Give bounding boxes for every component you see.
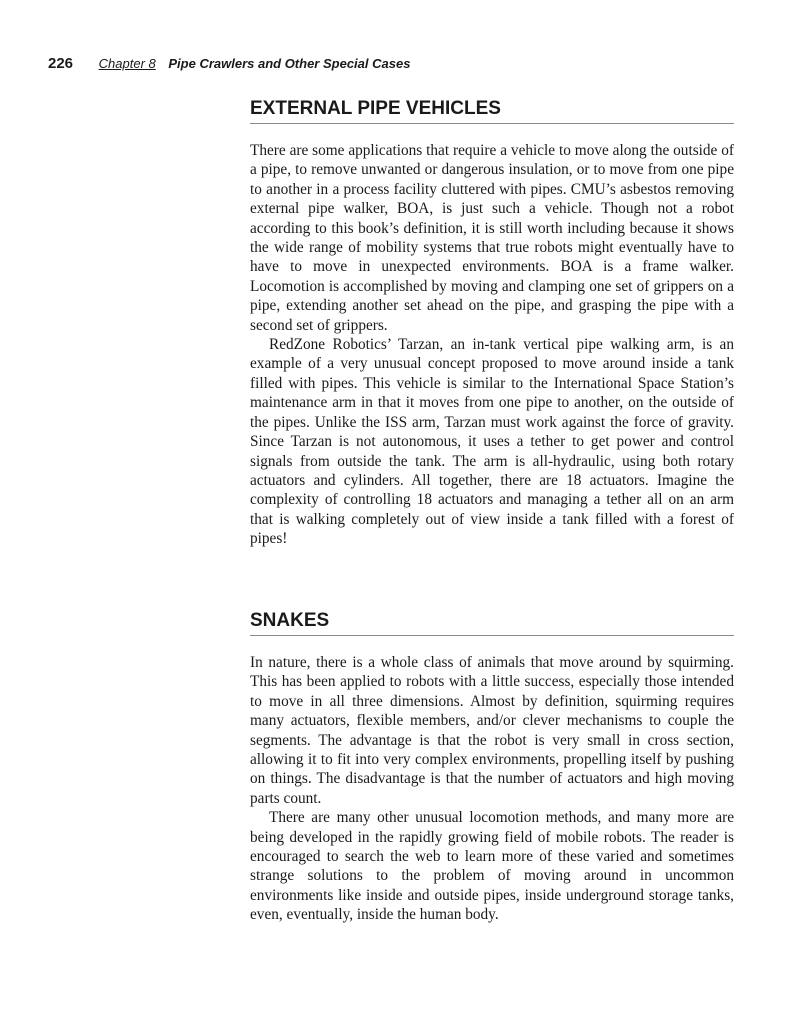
running-head xyxy=(48,56,410,72)
page-number: 226 xyxy=(48,55,74,72)
section-snakes xyxy=(250,609,734,925)
chapter-label: Chapter 8 xyxy=(98,56,156,71)
section-external-pipe-vehicles xyxy=(250,97,734,549)
paragraph: In nature, there is a whole class of animals that move around by squirming. This has been applied to robots with a little success, especially those intended to move in all three dimensions. Almost by definition, squirming requires many actuators, flexible members, and/or clever mechanisms to couple the segments. The advantage is that the robot is very small in cross section, allowing it to fit into very complex environments, propelling itself by pushing on things. The disadvantage is that the number of actuators and high moving parts count. xyxy=(250,654,734,807)
section-heading: SNAKES xyxy=(250,609,734,636)
paragraph: There are many other unusual locomotion methods, and many more are being developed in the rapidly growing field of mobile robots. The reader is encouraged to search the web to learn more of these varied and sometimes strange solutions to the problem of moving around in uncommon environments like inside and outside pipes, inside underground storage tanks, even, eventually, inside the human body. xyxy=(250,809,734,924)
section-heading: EXTERNAL PIPE VEHICLES xyxy=(250,97,734,124)
paragraph: RedZone Robotics’ Tarzan, an in-tank vertical pipe walking arm, is an example of a very unusual concept proposed to move around inside a tank filled with pipes. This vehicle is similar to the International Space Station’s maintenance arm in that it moves from one pipe to another, on the outside of the pipes. Unlike the ISS arm, Tarzan must work against the force of gravity. Since Tarzan is not autonomous, it uses a tether to get power and control signals from outside the tank. The arm is all-hydraulic, using both rotary actuators and cylinders. All together, there are 18 actuators. Imagine the complexity of controlling 18 actuators and managing a tether all on an arm that is walking completely out of view inside a tank filled with a forest of pipes! xyxy=(250,336,734,548)
chapter-title: Pipe Crawlers and Other Special Cases xyxy=(168,56,411,71)
paragraph: There are some applications that require a vehicle to move along the outside of a pipe, to remove unwanted or dangerous insulation, or to move from one pipe to another in a process facility cluttered with pipes. CMU’s asbestos removing external pipe walker, BOA, is just such a vehicle. Though not a robot according to this book’s definition, it is still worth including because it shows the wide range of mobility systems that true robots might eventually have to have to move in unexpected environments. BOA is a frame walker. Locomotion is accomplished by moving and clamping one set of grippers on a pipe, extending another set ahead on the pipe, and grasping the pipe with a second set of grippers. xyxy=(250,142,734,334)
